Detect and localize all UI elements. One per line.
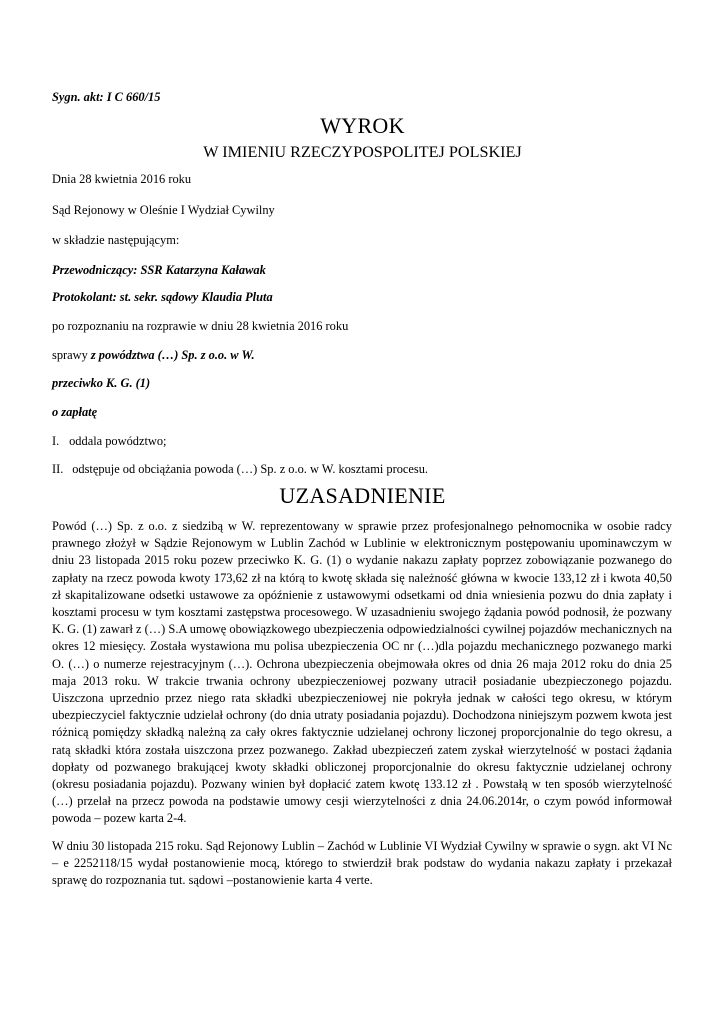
justification-paragraph: W dniu 30 listopada 215 roku. Sąd Rejonowy Lublin – Zachód w Lublinie VI Wydział Cywilny w sprawie o sygn. akt VI Nc – e 2252118/15 wydał postanowienie mocą, którego to stwierdził brak podstaw do wydania nakazu zapłaty i przekazał sprawę do rozpoznania tut. sądowi –postanowienie karta 4 verte. [52, 839, 672, 888]
case-subject: o zapłatę [52, 405, 98, 419]
case-parties [52, 348, 255, 363]
ruling-item [52, 462, 428, 477]
ruling-item [52, 434, 167, 449]
court-name: Sąd Rejonowy w Oleśnie I Wydział Cywilny [52, 203, 275, 217]
judgment-subtitle: W IMIENIU RZECZYPOSPOLITEJ POLSKIEJ [203, 143, 522, 161]
justification-title: UZASADNIENIE [279, 483, 446, 508]
ruling-text: odstępuje od obciążania powoda (…) Sp. z o.o. w W. kosztami procesu. [72, 462, 429, 476]
case-defendant: przeciwko K. G. (1) [52, 376, 151, 390]
presiding-judge: Przewodniczący: SSR Katarzyna Kaławak [52, 263, 266, 277]
case-signature: Sygn. akt: I C 660/15 [52, 90, 161, 104]
ruling-number: II. [52, 462, 64, 476]
case-prefix: sprawy [52, 348, 91, 362]
judgment-title: WYROK [320, 113, 405, 138]
judgment-date: Dnia 28 kwietnia 2016 roku [52, 172, 192, 186]
hearing-info: po rozpoznaniu na rozprawie w dniu 28 kwietnia 2016 roku [52, 319, 349, 333]
composition-label: w składzie następującym: [52, 233, 180, 247]
court-clerk: Protokolant: st. sekr. sądowy Klaudia Pluta [52, 290, 273, 304]
case-plaintiff: z powództwa (…) Sp. z o.o. w W. [90, 348, 255, 362]
justification-paragraph: Powód (…) Sp. z o.o. z siedzibą w W. reprezentowany w sprawie przez profesjonalnego pełnomocnika w osobie radcy prawnego złożył w Sądzie Rejonowym w Lublin Zachód w Lublinie w elektronicznym postępowaniu upominawczym w dniu 23 listopada 2015 roku pozew przeciwko K. G. (1) o wydanie nakazu zapłaty poprzez zobowiązanie pozwanego do zapłaty na rzecz powoda kwoty 173,62 zł na którą to kwotę składa się należność główna w kwocie 133,12 zł i kwota 40,50 zł skapitalizowane odsetki ustawowe za opóźnienie z ustawowymi odsetkami od dnia wniesienia pozwu do dnia zapłaty i kosztami procesu w tym kosztami zastępstwa procesowego. W uzasadnieniu swojego żądania powód podnosił, że pozwany K. G. (1) zawarł z (…) S.A umowę obowiązkowego ubezpieczenia odpowiedzialności cywilnej pojazdów mechanicznych na okres 12 miesięcy. Została wystawiona mu polisa ubezpieczenia OC nr (…)dla pojazdu mechanicznego pozwanego marki O. (…) o numerze rejestracyjnym (…). Ochrona ubezpieczenia obejmowała okres od dnia 26 maja 2012 roku do dnia 25 maja 2013 roku. W trakcie trwania ochrony ubezpieczeniowej pozwany utracił posiadanie ubezpieczonego pojazdu. Uiszczona uprzednio przez niego rata składki ubezpieczeniowej nie pokryła jednak w całości tego okresu, w którym ubezpieczyciel faktycznie udzielał ochrony (do dnia utraty posiadania pojazdu). Dochodzona niniejszym pozwem kwota jest różnicą pomiędzy składką należną za cały okres faktycznie udzielanej ochrony liczonej proporcjonalnie do tego okresu, a ratą składki która została uiszczona przez pozwanego. Zakład ubezpieczeń zatem zyskał wierzytelność w postaci żądania dopłaty od pozwanego brakującej kwoty składki obliczonej proporcjonalnie do okresu faktycznie udzielanej ochrony (okresu posiadania pojazdu). Pozwany winien był dopłacić zatem kwotę 133.12 zł . Powstałą w ten sposób wierzytelność (…) przelał na przecz powoda na podstawie umowy cesji wierzytelności z dnia 24.06.2014r, o czym powód informował powoda – pozew karta 2-4. [52, 519, 672, 826]
ruling-text: oddala powództwo; [69, 434, 167, 448]
ruling-number: I. [52, 434, 60, 448]
